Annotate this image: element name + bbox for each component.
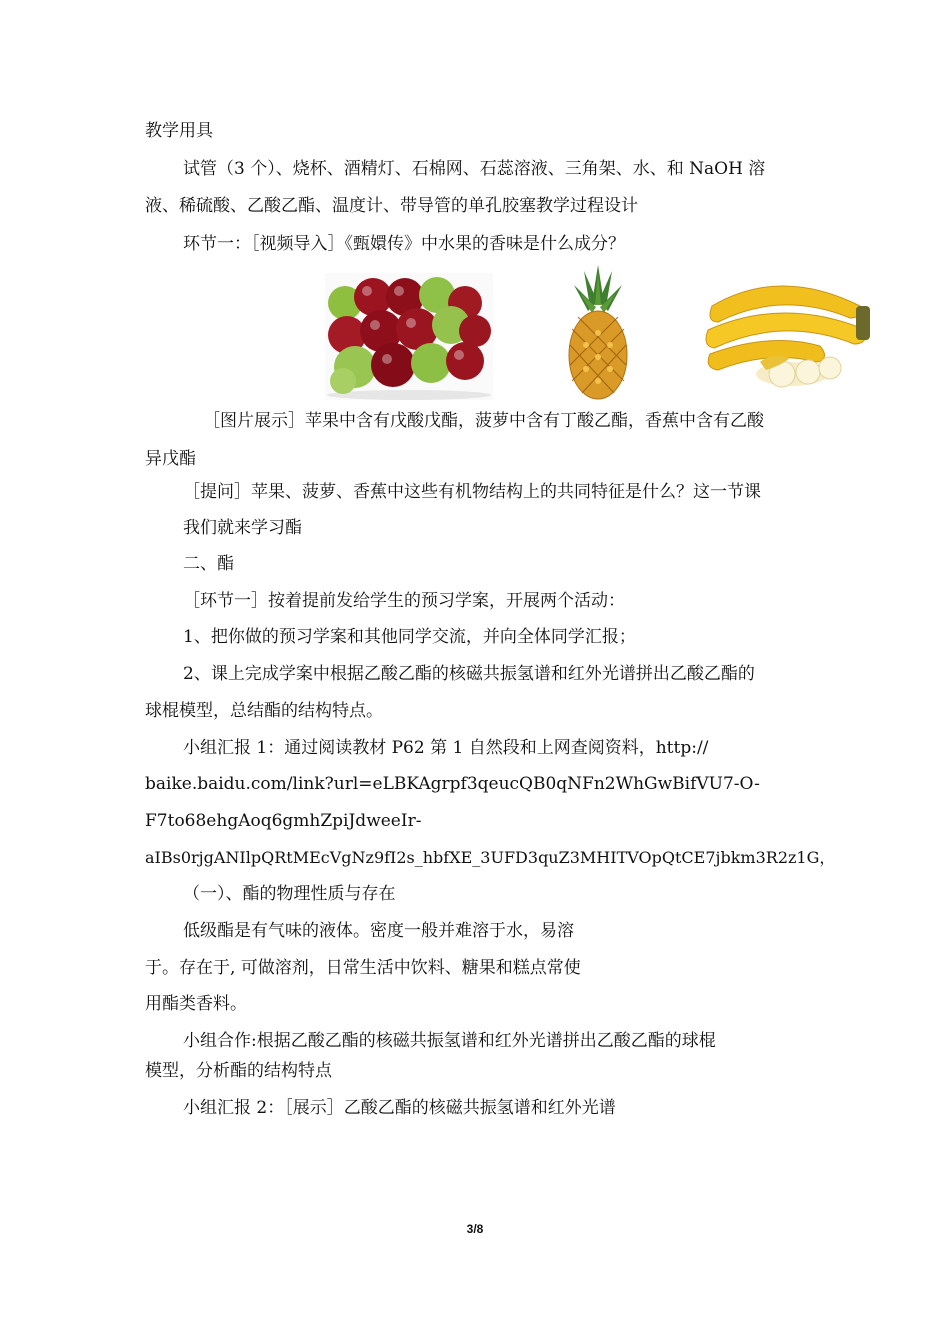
paragraph-line: 小组合作:根据乙酸乙酯的核磁共振氢谱和红外光谱拼出乙酸乙酯的球棍: [183, 1031, 716, 1051]
paragraph-line: ［提问］苹果、菠萝、香蕉中这些有机物结构上的共同特征是什么？这一节课: [183, 482, 761, 502]
url-line: baike.baidu.com/link?url=eLBKAgrpf3qeucQB0qNFn2WhGwBifVU7-O-: [145, 774, 760, 794]
paragraph-line: 2、课上完成学案中根据乙酸乙酯的核磁共振氢谱和红外光谱拼出乙酸乙酯的: [183, 664, 755, 684]
paragraph-line: 试管（3 个）、烧杯、酒精灯、石棉网、石蕊溶液、三角架、水、和 NaOH 溶: [183, 159, 766, 179]
paragraph-line: 1、把你做的预习学案和其他同学交流，并向全体同学汇报；: [183, 627, 636, 647]
paragraph-line: 我们就来学习酯: [183, 518, 302, 538]
url-line: F7to68ehgAoq6gmhZpiJdweeIr-: [145, 811, 422, 831]
paragraph-line: 用酯类香料。: [145, 994, 247, 1014]
page-number: 3/8: [466, 1222, 484, 1236]
apples-image: [325, 273, 493, 400]
paragraph-line: 低级酯是有气味的液体。密度一般并难溶于水，易溶: [183, 921, 574, 941]
bananas-image: [700, 266, 875, 398]
paragraph-line: ［环节一］按着提前发给学生的预习学案，开展两个活动：: [183, 591, 625, 611]
paragraph-line: 小组汇报 2：［展示］乙酸乙酯的核磁共振氢谱和红外光谱: [183, 1098, 616, 1118]
section-heading-teaching-tools: 教学用具: [145, 121, 213, 141]
paragraph-line: 液、稀硫酸、乙酸乙酯、温度计、带导管的单孔胶塞教学过程设计: [145, 196, 638, 216]
paragraph-line: 于。存在于, 可做溶剂，日常生活中饮料、糖果和糕点常使: [145, 958, 581, 978]
paragraph-line: 异戊酯: [145, 449, 196, 469]
pineapple-image: [562, 263, 634, 401]
subsection-heading: （一）、酯的物理性质与存在: [183, 884, 396, 904]
paragraph-line: 小组汇报 1：通过阅读教材 P62 第 1 自然段和上网查阅资料，http://: [183, 738, 709, 758]
paragraph-line: 模型，分析酯的结构特点: [145, 1061, 332, 1081]
paragraph-line: 球棍模型，总结酯的结构特点。: [145, 701, 383, 721]
url-line: aIBs0rjgANIlpQRtMEcVgNz9fI2s_hbfXE_3UFD3quZ3MHITVOpQtCE7jbkm3R2z1G，: [145, 848, 836, 867]
paragraph-line: ［图片展示］苹果中含有戊酸戊酯，菠萝中含有丁酸乙酯，香蕉中含有乙酸: [203, 411, 764, 431]
paragraph-line: 环节一：［视频导入］《甄嬛传》中水果的香味是什么成分？: [183, 234, 625, 254]
section-heading-esters: 二、酯: [183, 554, 234, 574]
